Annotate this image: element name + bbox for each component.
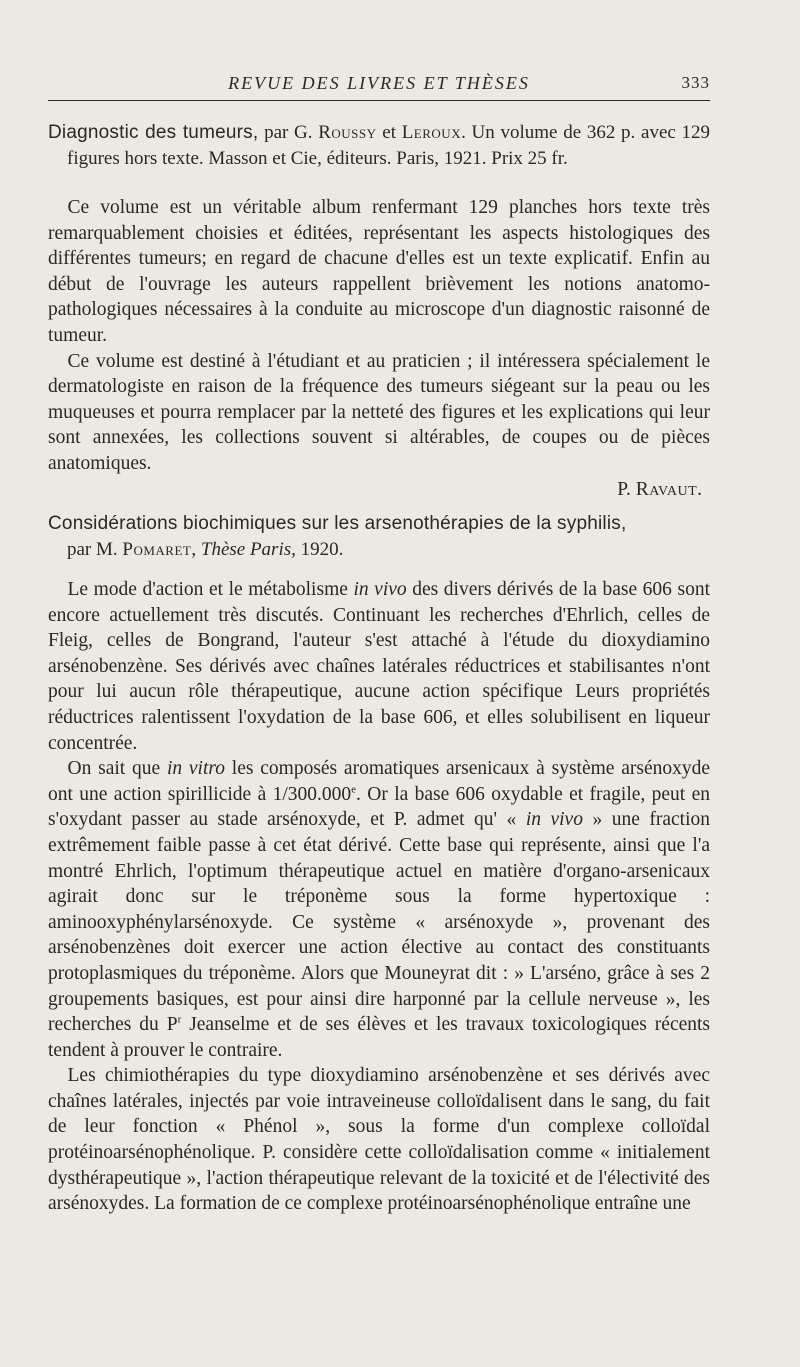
- review-author-1: Roussy: [318, 122, 377, 143]
- review-paragraph: On sait que in vitro les composés aromatiques arsenicaux à système arsénoxyde ont une action spirillicide à 1/300.000e. Or la base 606 oxydable et fragile, peut en s'oxydant passer au stade arsénoxyde, et P. admet qu' « in vivo » une fraction extrêmement faible passe à cet état dérivé. Cette base qui représente, ainsi que l'a montré Ehrlich, l'optimum thérapeutique actuel en matière d'organo-arsenicaux agirait donc sur le tréponème sous la forme hypertoxique : aminooxyphénylarsénoxyde. Ce système « arsénoxyde », provenant des arsénobenzènes doit exercer une action élective au contact des constituants protoplasmiques du tréponème. Alors que Mouneyrat dit : » L'arséno, grâce à ses 2 groupements basiques, est pour ainsi dire harponné par la cellule nerveuse », les recherches du $P^r$ Jeanselme et de ses élèves et les travaux toxicologiques récents tendent à prouver le contraire.: [48, 758, 711, 1061]
- review-author: Pomaret: [122, 539, 192, 560]
- review-paragraph: Ce volume est destiné à l'étudiant et au praticien ; il intéressera spécialement le dermatologiste en raison de la fréquence des tumeurs siégeant sur la peau ou les muqueuses et pourra remplacer par la netteté des figures et les explications qui leur sont annexées, les collections souvent si altérables, de coupes ou de pièces anatomiques.: [48, 350, 710, 474]
- review-paragraph: Ce volume est un véritable album renfermant 129 planches hors texte très remarquablement choisies et éditées, représentant les aspects histologiques des différentes tumeurs; en regard de chacune d'elles est un texte explicatif. Enfin au début de l'ouvrage les auteurs rappellent brièvement les notions anatomo-pathologiques nécessaires à la conduite au microscope d'un diagnostic raisonné de tumeur.: [48, 197, 710, 346]
- page-number: 333: [681, 73, 710, 92]
- review-author-2: Leroux: [401, 122, 462, 143]
- signature-name: Ravaut: [635, 478, 698, 500]
- review-title: Diagnostic des tumeurs,: [48, 122, 259, 143]
- page-header: [48, 70, 710, 101]
- signature-end: .: [697, 478, 702, 500]
- review-paragraph: Les chimiothérapies du type dioxydiamino arsénobenzène et ses dérivés avec chaînes latérales, injectés par voie intraveineuse colloïdalisent dans le sang, du fait de leur fonction « Phénol », sous la forme d'un complexe colloïdal protéinoarsénophénolique. P. considère cette colloïdalisation comme « initialement dysthérapeutique », l'action thérapeutique relevant de la toxicité et de l'électivité des arsénoxydes. La formation de ce complexe protéinoarsénophénolique entraîne une: [48, 1065, 710, 1215]
- review-considerations-biochimiques: [48, 511, 710, 1217]
- review-year: 1920.: [300, 539, 344, 560]
- review-publication: . Un volume de 362 p. avec 129 figures hors texte. Masson et Cie, éditeurs. Paris, 1921. Prix 25 fr.: [67, 122, 711, 169]
- review-diagnostic-des-tumeurs: [48, 120, 710, 503]
- review-by: par M.: [67, 539, 118, 560]
- review-by: par G.: [264, 122, 313, 143]
- review-thesis: Thèse Paris,: [200, 539, 296, 560]
- running-title: REVUE DES LIVRES ET THÈSES: [228, 73, 530, 93]
- signature-initial: P.: [617, 478, 631, 500]
- review-heading: [48, 120, 710, 172]
- review-heading: [48, 511, 710, 563]
- review-paragraph: Le mode d'action et le métabolisme in vivo des divers dérivés de la base 606 sont encore actuellement très discutés. Continuant les recherches d'Ehrlich, celles de Fleig, celles de Bongrand, l'auteur s'est attaché à l'étude du dioxydiamino arsénobenzène. Ses dérivés avec chaînes latérales réductrices et stabilisantes n'ont pour lui aucun rôle thérapeutique, aucune action spécifique Leurs propriétés réductrices ralentissent l'oxydation de la base 606, et elles solubilisent en liqueur concentrée.: [48, 579, 710, 754]
- review-signature: [48, 477, 710, 503]
- review-title: Considérations biochimiques sur les arsenothérapies de la syphilis,: [48, 513, 627, 534]
- review-and: et: [382, 122, 396, 143]
- review-sep: ,: [191, 539, 197, 560]
